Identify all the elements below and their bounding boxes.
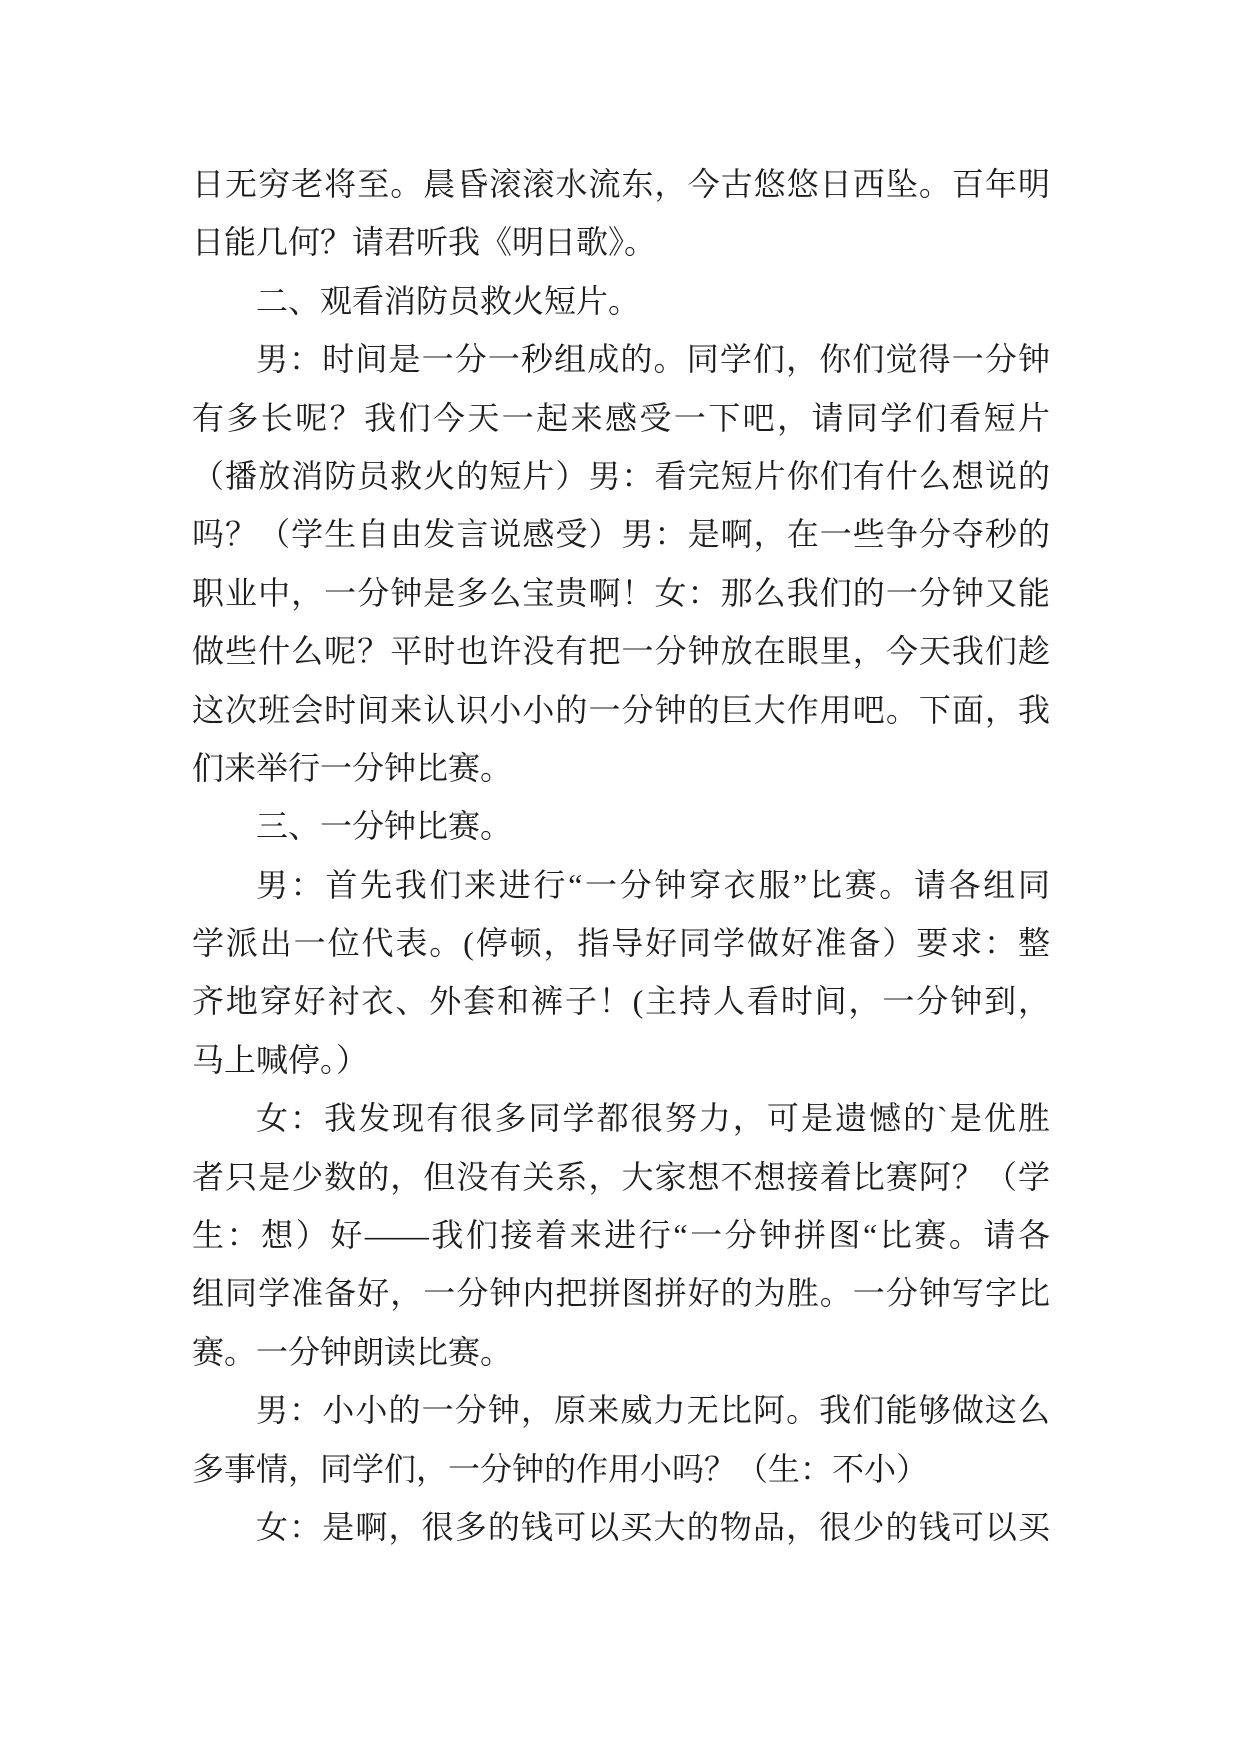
- text-line: 生：想）好——我们接着来进行“一分钟拼图“比赛。请各: [192, 1217, 1050, 1254]
- text-line: 女：我发现有很多同学都很努力，可是遗憾的`是优胜: [256, 1100, 1050, 1137]
- section-heading: 二、观看消防员救火短片。: [256, 282, 641, 319]
- text-line: 赛。一分钟朗读比赛。: [192, 1333, 513, 1370]
- text-line: 女：是啊，很多的钱可以买大的物品，很少的钱可以买: [256, 1508, 1050, 1545]
- text-line: 齐地穿好衬衣、外套和裤子！(主持人看时间，一分钟到，: [192, 983, 1050, 1020]
- text-line: （播放消防员救火的短片）男：看完短片你们有什么想说的: [192, 457, 1050, 494]
- text-line: 马上喊停。）: [192, 1041, 369, 1078]
- text-line: 做些什么呢？平时也许没有把一分钟放在眼里，今天我们趁: [192, 633, 1050, 670]
- text-line: 男：小小的一分钟，原来威力无比阿。我们能够做这么: [256, 1392, 1050, 1429]
- text-line: 组同学准备好，一分钟内把拼图拼好的为胜。一分钟写字比: [192, 1275, 1050, 1312]
- section-heading: 三、一分钟比赛。: [256, 808, 513, 845]
- text-line: 多事情，同学们，一分钟的作用小吗？（生：不小）: [192, 1450, 929, 1487]
- text-line: 们来举行一分钟比赛。: [192, 749, 513, 786]
- document-body: [192, 155, 1050, 1556]
- text-line: 学派出一位代表。(停顿，指导好同学做好准备）要求：整: [192, 925, 1050, 962]
- text-line: 职业中，一分钟是多么宝贵啊！女：那么我们的一分钟又能: [192, 574, 1050, 611]
- text-line: 有多长呢？我们今天一起来感受一下吧，请同学们看短片: [192, 399, 1050, 436]
- text-line: 日无穷老将至。晨昏滚滚水流东，今古悠悠日西坠。百年明: [192, 166, 1050, 202]
- text-line: 日能几何？请君听我《明日歌》。: [192, 224, 657, 261]
- text-line: 男：时间是一分一秒组成的。同学们，你们觉得一分钟: [256, 341, 1050, 378]
- text-line: 吗？（学生自由发言说感受）男：是啊，在一些争分夺秒的: [192, 516, 1050, 553]
- text-line: 者只是少数的，但没有关系，大家想不想接着比赛阿？（学: [192, 1158, 1050, 1195]
- text-line: 这次班会时间来认识小小的一分钟的巨大作用吧。下面，我: [192, 691, 1050, 728]
- text-line: 男：首先我们来进行“一分钟穿衣服”比赛。请各组同: [256, 866, 1050, 903]
